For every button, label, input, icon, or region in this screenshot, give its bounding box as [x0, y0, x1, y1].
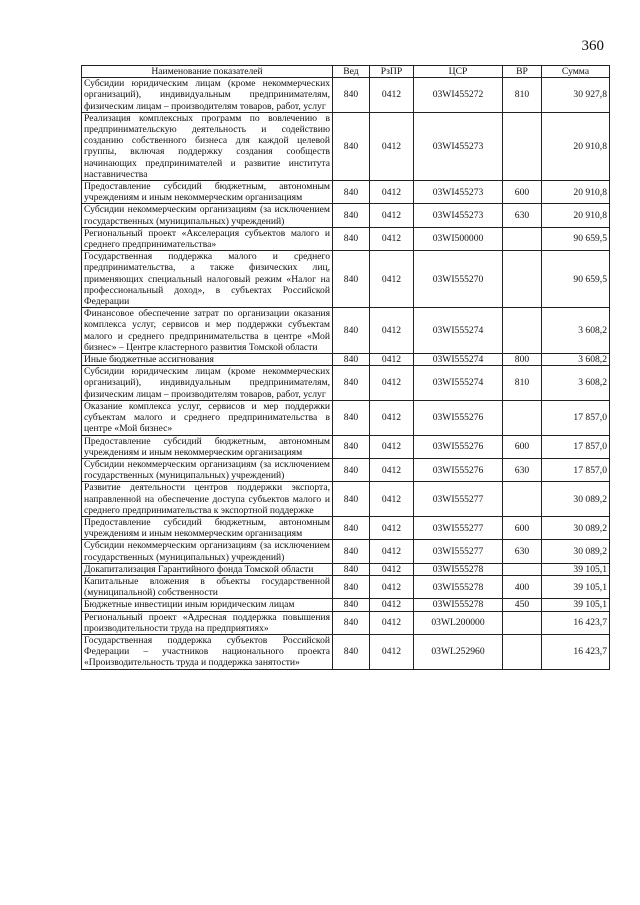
cell-name: Государственная поддержка малого и среднего предпринимательства, а также физических лиц, применяющих специальный налоговый режим «Налог на профессиональный доход», в субъектах Российской Федерации [82, 251, 333, 308]
cell-vr [503, 563, 542, 575]
cell-csr: 03WI555277 [414, 540, 503, 563]
cell-vr: 630 [503, 458, 542, 481]
cell-sum: 39 105,1 [542, 563, 610, 575]
cell-vr: 810 [503, 78, 542, 113]
cell-ved: 840 [333, 599, 370, 611]
cell-rzpr: 0412 [370, 366, 414, 401]
cell-sum: 90 659,5 [542, 251, 610, 308]
cell-sum: 30 089,2 [542, 482, 610, 517]
cell-name: Государственная поддержка субъектов Российской Федерации – участников национального проекта «Производительность труда и поддержка занятости» [82, 634, 333, 669]
table-row [82, 540, 610, 563]
cell-csr: 03WI555274 [414, 366, 503, 401]
table-row [82, 308, 610, 354]
cell-rzpr: 0412 [370, 78, 414, 113]
cell-sum: 20 910,8 [542, 112, 610, 180]
cell-csr: 03WI555278 [414, 575, 503, 598]
cell-name: Региональный проект «Акселерация субъектов малого и среднего предпринимательства» [82, 227, 333, 250]
table-row [82, 400, 610, 435]
table-row [82, 204, 610, 227]
cell-csr: 03WI555277 [414, 482, 503, 517]
cell-sum: 20 910,8 [542, 181, 610, 204]
cell-ved: 840 [333, 112, 370, 180]
cell-sum: 90 659,5 [542, 227, 610, 250]
cell-csr: 03WI555277 [414, 516, 503, 539]
cell-rzpr: 0412 [370, 400, 414, 435]
cell-csr: 03WI555278 [414, 599, 503, 611]
cell-ved: 840 [333, 308, 370, 354]
cell-csr: 03WI555274 [414, 354, 503, 366]
cell-sum: 30 927,8 [542, 78, 610, 113]
cell-csr: 03WI555276 [414, 400, 503, 435]
cell-rzpr: 0412 [370, 204, 414, 227]
cell-ved: 840 [333, 458, 370, 481]
cell-csr: 03WI455273 [414, 204, 503, 227]
cell-name: Иные бюджетные ассигнования [82, 354, 333, 366]
table-row [82, 181, 610, 204]
table-row [82, 516, 610, 539]
cell-vr: 400 [503, 575, 542, 598]
cell-vr: 600 [503, 435, 542, 458]
cell-csr: 03WI555276 [414, 435, 503, 458]
cell-sum: 3 608,2 [542, 354, 610, 366]
cell-vr [503, 634, 542, 669]
cell-rzpr: 0412 [370, 354, 414, 366]
table-row [82, 227, 610, 250]
cell-name: Предоставление субсидий бюджетным, автономным учреждениям и иным некоммерческим организациям [82, 516, 333, 539]
cell-csr: 03WI500000 [414, 227, 503, 250]
table-row [82, 634, 610, 669]
table-row [82, 563, 610, 575]
cell-rzpr: 0412 [370, 634, 414, 669]
cell-ved: 840 [333, 181, 370, 204]
cell-rzpr: 0412 [370, 435, 414, 458]
cell-csr: 03WI555270 [414, 251, 503, 308]
cell-vr: 450 [503, 599, 542, 611]
cell-sum: 16 423,7 [542, 611, 610, 634]
cell-csr: 03WI555278 [414, 563, 503, 575]
table-row [82, 458, 610, 481]
cell-rzpr: 0412 [370, 611, 414, 634]
cell-sum: 17 857,0 [542, 400, 610, 435]
cell-rzpr: 0412 [370, 482, 414, 517]
table-row [82, 78, 610, 113]
cell-rzpr: 0412 [370, 181, 414, 204]
cell-name: Капитальные вложения в объекты государственной (муниципальной) собственности [82, 575, 333, 598]
cell-ved: 840 [333, 540, 370, 563]
cell-name: Финансовое обеспечение затрат по организации оказания комплекса услуг, сервисов и мер поддержки субъектам малого и среднего предпринимательства в центре «Мой бизнес» – Центре кластерного развития Томской области [82, 308, 333, 354]
table-row [82, 251, 610, 308]
cell-csr: 03WL252960 [414, 634, 503, 669]
cell-name: Предоставление субсидий бюджетным, автономным учреждениям и иным некоммерческим организациям [82, 435, 333, 458]
cell-ved: 840 [333, 78, 370, 113]
cell-sum: 3 608,2 [542, 308, 610, 354]
cell-name: Оказание комплекса услуг, сервисов и мер поддержки субъектам малого и среднего предпринимательства в центре «Мой бизнес» [82, 400, 333, 435]
cell-vr [503, 112, 542, 180]
cell-ved: 840 [333, 482, 370, 517]
cell-rzpr: 0412 [370, 563, 414, 575]
table-row [82, 354, 610, 366]
page-number: 360 [581, 38, 604, 54]
cell-rzpr: 0412 [370, 308, 414, 354]
cell-ved: 840 [333, 204, 370, 227]
cell-name: Региональный проект «Адресная поддержка повышения производительности труда на предприятиях» [82, 611, 333, 634]
cell-rzpr: 0412 [370, 227, 414, 250]
cell-name: Субсидии некоммерческим организациям (за исключением государственных (муниципальных) учреждений) [82, 540, 333, 563]
cell-ved: 840 [333, 251, 370, 308]
cell-vr [503, 400, 542, 435]
table-header-row [82, 66, 610, 78]
cell-rzpr: 0412 [370, 599, 414, 611]
cell-csr: 03WI555274 [414, 308, 503, 354]
cell-rzpr: 0412 [370, 112, 414, 180]
cell-sum: 39 105,1 [542, 575, 610, 598]
cell-rzpr: 0412 [370, 575, 414, 598]
cell-vr: 600 [503, 516, 542, 539]
header-sum: Сумма [542, 66, 610, 78]
cell-rzpr: 0412 [370, 540, 414, 563]
cell-csr: 03WI455273 [414, 181, 503, 204]
cell-name: Субсидии некоммерческим организациям (за исключением государственных (муниципальных) учреждений) [82, 204, 333, 227]
header-csr: ЦСР [414, 66, 503, 78]
cell-name: Развитие деятельности центров поддержки экспорта, направленной на обеспечение доступа субъектов малого и среднего предпринимательства к экспортной поддержке [82, 482, 333, 517]
cell-sum: 16 423,7 [542, 634, 610, 669]
cell-csr: 03WI455272 [414, 78, 503, 113]
cell-sum: 30 089,2 [542, 516, 610, 539]
header-rzpr: РзПР [370, 66, 414, 78]
cell-rzpr: 0412 [370, 251, 414, 308]
cell-vr: 630 [503, 204, 542, 227]
cell-vr [503, 227, 542, 250]
cell-vr [503, 482, 542, 517]
cell-name: Реализация комплексных программ по вовлечению в предпринимательскую деятельность и содействию созданию собственного бизнеса для каждой целевой группы, включая поддержку создания сообществ начинающих предпринимателей и развитие института наставничества [82, 112, 333, 180]
cell-ved: 840 [333, 563, 370, 575]
cell-sum: 20 910,8 [542, 204, 610, 227]
cell-vr [503, 611, 542, 634]
cell-vr [503, 251, 542, 308]
budget-table [81, 65, 610, 670]
cell-sum: 17 857,0 [542, 458, 610, 481]
cell-rzpr: 0412 [370, 458, 414, 481]
cell-name: Субсидии юридическим лицам (кроме некоммерческих организаций), индивидуальным предпринимателям, физическим лицам – производителям товаров, работ, услуг [82, 366, 333, 401]
table-row [82, 482, 610, 517]
cell-vr [503, 308, 542, 354]
cell-name: Субсидии некоммерческим организациям (за исключением государственных (муниципальных) учреждений) [82, 458, 333, 481]
cell-name: Докапитализация Гарантийного фонда Томской области [82, 563, 333, 575]
cell-ved: 840 [333, 516, 370, 539]
cell-vr: 810 [503, 366, 542, 401]
cell-ved: 840 [333, 400, 370, 435]
cell-vr: 800 [503, 354, 542, 366]
header-name: Наименование показателей [82, 66, 333, 78]
table-row [82, 112, 610, 180]
cell-sum: 17 857,0 [542, 435, 610, 458]
cell-csr: 03WL200000 [414, 611, 503, 634]
cell-sum: 30 089,2 [542, 540, 610, 563]
cell-ved: 840 [333, 611, 370, 634]
cell-rzpr: 0412 [370, 516, 414, 539]
cell-ved: 840 [333, 435, 370, 458]
cell-name: Субсидии юридическим лицам (кроме некоммерческих организаций), индивидуальным предпринимателям, физическим лицам – производителям товаров, работ, услуг [82, 78, 333, 113]
table-row [82, 366, 610, 401]
table-row [82, 611, 610, 634]
cell-csr: 03WI455273 [414, 112, 503, 180]
cell-csr: 03WI555276 [414, 458, 503, 481]
cell-ved: 840 [333, 354, 370, 366]
cell-ved: 840 [333, 575, 370, 598]
cell-sum: 39 105,1 [542, 599, 610, 611]
cell-name: Бюджетные инвестиции иным юридическим лицам [82, 599, 333, 611]
table-row [82, 435, 610, 458]
header-vr: ВР [503, 66, 542, 78]
cell-ved: 840 [333, 634, 370, 669]
cell-ved: 840 [333, 227, 370, 250]
cell-vr: 630 [503, 540, 542, 563]
cell-name: Предоставление субсидий бюджетным, автономным учреждениям и иным некоммерческим организациям [82, 181, 333, 204]
table-row [82, 599, 610, 611]
cell-vr: 600 [503, 181, 542, 204]
header-ved: Вед [333, 66, 370, 78]
cell-ved: 840 [333, 366, 370, 401]
table-row [82, 575, 610, 598]
cell-sum: 3 608,2 [542, 366, 610, 401]
